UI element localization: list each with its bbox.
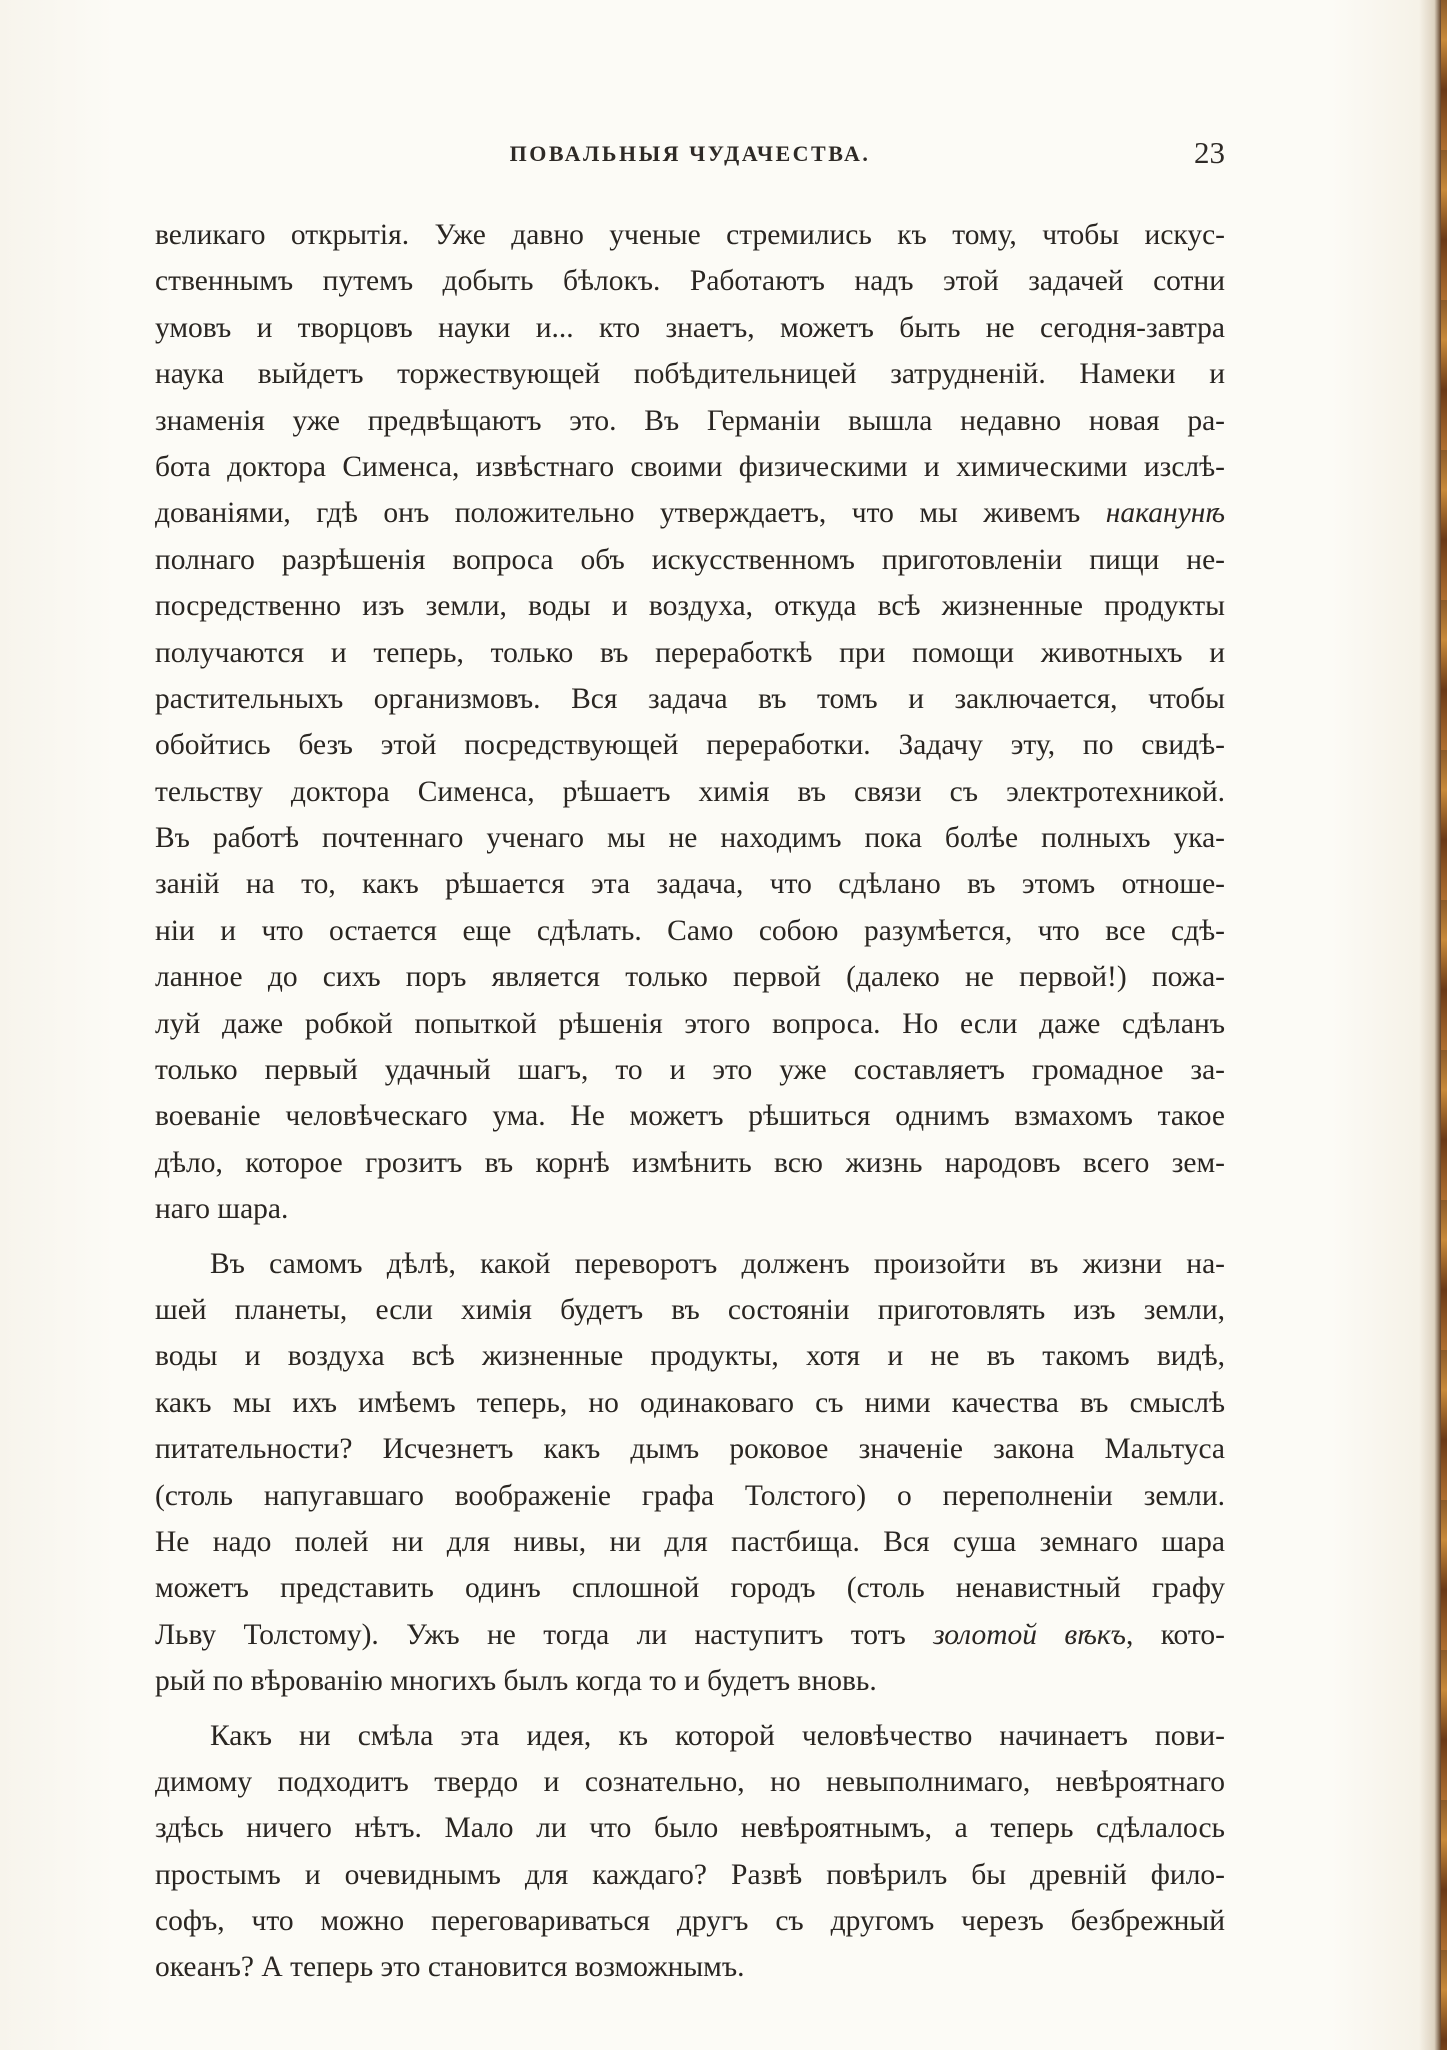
text-line: великаго открытія. Уже давно ученые стремились къ тому, чтобы искус-: [155, 219, 1225, 251]
text-line: [155, 490, 1225, 536]
text-line: (столь напугавшаго воображеніе графа Толстого) о переполненіи земли.: [155, 1479, 1225, 1512]
text-line: какъ мы ихъ имѣемъ теперь, но одинаковаго съ ними качества въ смыслѣ: [155, 1386, 1225, 1419]
text-line: Въ самомъ дѣлѣ, какой переворотъ долженъ произойти въ жизни на-: [210, 1247, 1225, 1280]
text-line: посредственно изъ земли, воды и воздуха, откуда всѣ жизненные продукты: [155, 590, 1225, 623]
text-line-part: Льву Толстому). Ужъ не тогда ли наступитъ тотъ: [155, 1618, 906, 1651]
text-line: обойтись безъ этой посредствующей переработки. Задачу эту, по свидѣ-: [155, 729, 1225, 762]
text-line: только первый удачный шагъ, то и это уже составляетъ громадное за-: [155, 1054, 1225, 1087]
text-line: питательности? Исчезнетъ какъ дымъ роковое значеніе закона Мальтуса: [155, 1433, 1225, 1466]
text-line: тельству доктора Сименса, рѣшаетъ химія въ связи съ электротехникой.: [155, 775, 1225, 808]
text-line: Въ работѣ почтеннаго ученаго мы не находимъ пока болѣе полныхъ ука-: [155, 822, 1225, 855]
text-line: получаются и теперь, только въ переработкѣ при помощи животныхъ и: [155, 636, 1225, 669]
text-line: рый по вѣрованію многихъ былъ когда то и будетъ вновь.: [155, 1665, 877, 1698]
text-line: димому подходитъ твердо и сознательно, но невыполнимаго, невѣроятнаго: [155, 1765, 1225, 1798]
text-line: можетъ представить одинъ сплошной городъ (столь ненавистный графу: [155, 1572, 1225, 1605]
text-line: простымъ и очевиднымъ для каждаго? Развѣ повѣрилъ бы древній фило-: [155, 1858, 1225, 1891]
text-line-part: дованіями, гдѣ онъ положительно утверждаетъ, что мы живемъ: [155, 497, 1081, 530]
text-line: умовъ и творцовъ науки и... кто знаетъ, можетъ быть не сегодня-завтра: [155, 311, 1225, 344]
italic-word: наканунѣ: [1105, 497, 1225, 530]
text-line: здѣсь ничего нѣтъ. Мало ли что было невѣроятнымъ, а теперь сдѣлалось: [155, 1812, 1225, 1845]
body-text: [155, 212, 1225, 1991]
running-head: ПОВАЛЬНЫЯ ЧУДАЧЕСТВА.: [509, 141, 871, 166]
text-line: воды и воздуха всѣ жизненные продукты, хотя и не въ такомъ видѣ,: [155, 1340, 1225, 1373]
text-line: софъ, что можно переговариваться другъ съ другомъ черезъ безбрежный: [155, 1905, 1225, 1938]
text-line: знаменія уже предвѣщаютъ это. Въ Германіи вышла недавно новая ра-: [155, 404, 1225, 437]
text-line: дѣло, которое грозитъ въ корнѣ измѣнить всю жизнь народовъ всего зем-: [155, 1146, 1225, 1179]
paragraph-gap: [155, 1705, 1225, 1713]
text-line: наука выйдетъ торжествующей побѣдительницей затрудненій. Намеки и: [155, 358, 1225, 391]
text-line: воеваніе человѣческаго ума. Не можетъ рѣшиться однимъ взмахомъ такое: [155, 1100, 1225, 1133]
text-line: Не надо полей ни для нивы, ни для пастбища. Вся суша земнаго шара: [155, 1525, 1225, 1558]
text-line: наго шара.: [155, 1193, 289, 1226]
text-line: ственнымъ путемъ добыть бѣлокъ. Работаютъ надъ этой задачей сотни: [155, 265, 1225, 298]
text-line: луй даже робкой попыткой рѣшенія этого вопроса. Но если даже сдѣланъ: [155, 1007, 1225, 1040]
text-line: растительныхъ организмовъ. Вся задача въ томъ и заключается, чтобы: [155, 682, 1225, 715]
page-number: 23: [1194, 135, 1225, 170]
text-line: ланное до сихъ поръ является только первой (далеко не первой!) пожа-: [155, 961, 1225, 994]
text-line: Какъ ни смѣла эта идея, къ которой человѣчество начинаетъ пови-: [210, 1719, 1225, 1752]
book-spine-edge: [1441, 0, 1447, 2050]
text-line: ніи и что остается еще сдѣлать. Само собою разумѣется, что все сдѣ-: [155, 914, 1225, 947]
italic-phrase: золотой вѣкъ: [933, 1618, 1126, 1651]
text-line: шей планеты, если химія будетъ въ состояніи приготовлять изъ земли,: [155, 1293, 1225, 1326]
text-line: бота доктора Сименса, извѣстнаго своими физическими и химическими изслѣ-: [155, 450, 1225, 483]
page-header: [155, 135, 1225, 175]
paragraph-gap: [155, 1233, 1225, 1241]
text-line: полнаго разрѣшенія вопроса объ искусственномъ приготовленіи пищи не-: [155, 543, 1225, 576]
text-line-part: , кото-: [1125, 1618, 1225, 1651]
text-line: океанъ? А теперь это становится возможнымъ.: [155, 1951, 745, 1984]
text-line: [155, 1612, 1225, 1658]
text-line: заній на то, какъ рѣшается эта задача, что сдѣлано въ этомъ отноше-: [155, 868, 1225, 901]
